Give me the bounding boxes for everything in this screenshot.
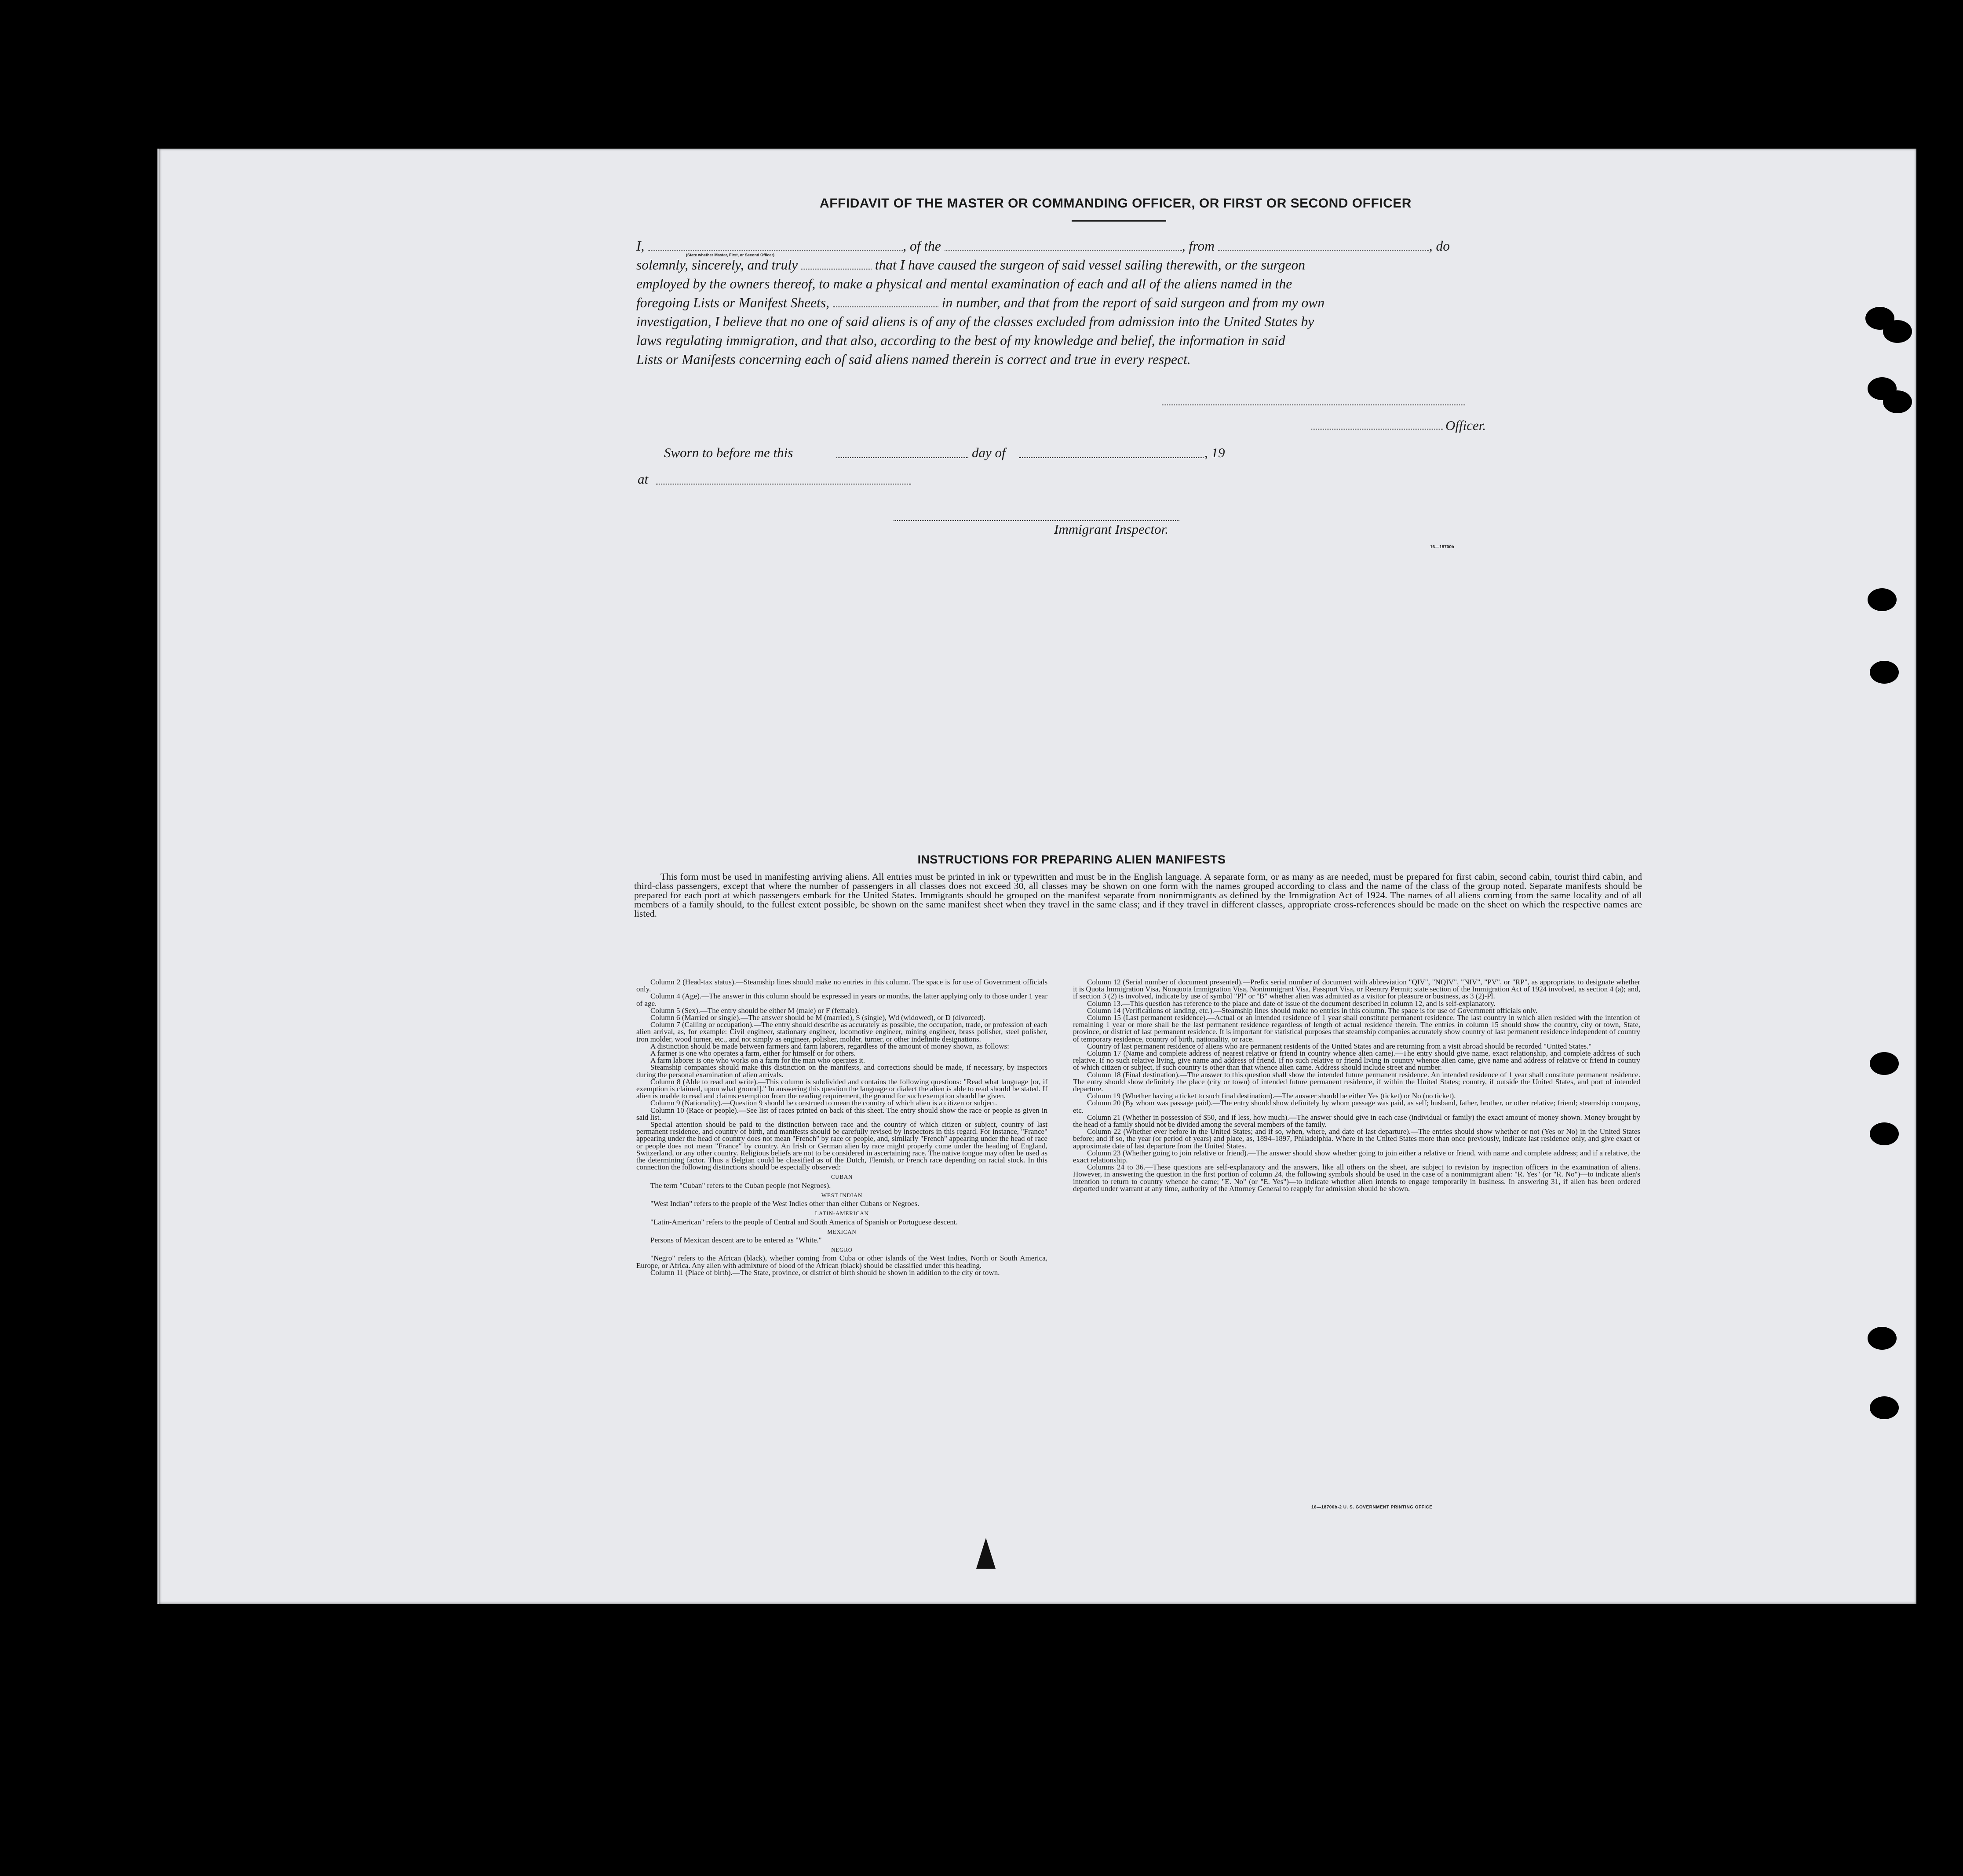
punch-hole <box>1868 1327 1897 1350</box>
punch-hole <box>1870 1396 1899 1419</box>
sworn-label: Sworn to before me this <box>664 445 793 460</box>
title-rule <box>1072 220 1166 222</box>
right-para: Column 19 (Whether having a ticket to such final destination).—The answer should be either Yes (ticket) or No (no ticket). <box>1087 1092 1456 1100</box>
left-para: The term "Cuban" refers to the Cuban people (not Negroes). <box>650 1181 831 1190</box>
right-para: Column 15 (Last permanent residence).—Actual or an intended residence of 1 year shall constitute permanent residence. The last country in which alien resided with the intention of remaining 1 year or more shall be the last permanent residence regardless of length of actual residence therein. The entries in column 15 should show the country, city or town, State, province, or district of last permanent residence. It is important for statistical purposes that steamship companies accurately show country of last permanent residence independent of country of temporary residence, country of birth, nationality, or race. <box>1073 1013 1640 1043</box>
officer-label: Officer. <box>1445 418 1486 433</box>
punch-hole <box>1870 1052 1899 1075</box>
punch-hole <box>1883 320 1912 343</box>
aff-text-line4: in number, and that from the report of said surgeon and from my own <box>941 295 1325 310</box>
affidavit-line-1 <box>636 237 1648 255</box>
right-para: Country of last permanent residence of aliens who are permanent residents of the United States and are returning from a visit abroad should be recorded "United States." <box>1087 1042 1592 1050</box>
right-para: Column 22 (Whether ever before in the United States; and if so, when, where, and date of last departure).—The entries should show whether or not (Yes or No) in the United States before; and if so, the year (or period of years) and place, as, 1894–1897, Philadelphia. Where in the United States more than once previously, indicate last residence only, and give exact or approximate date of last departure from the United States. <box>1073 1127 1640 1150</box>
port-from-field[interactable] <box>1218 240 1429 251</box>
aff-text-line2: that I have caused the surgeon of said vessel sailing therewith, or the surgeon <box>875 257 1306 273</box>
form-number-bottom: 16—18700b-2 U. S. GOVERNMENT PRINTING OFFICE <box>1311 1505 1433 1510</box>
left-para: Column 7 (Calling or occupation).—The entry should describe as accurately as possible, the occupation, trade, or profession of each alien arrival, as, for example: Civil engineer, stationary engineer, locomotive engineer, mining engineer, brass polisher, steel polisher, iron molder, wood turner, etc., and not simply as engineer, polisher, molder, turner, or other indefinite designations. <box>636 1020 1047 1043</box>
aff-text-i: I, <box>636 238 645 254</box>
left-para: "West Indian" refers to the people of the West Indies other than either Cubans or Negroes. <box>650 1199 919 1208</box>
right-para: Column 14 (Verifications of landing, etc.).—Steamship lines should make no entries in this column. The space is for use of Government officials only. <box>1087 1006 1538 1015</box>
instructions-left-column <box>636 979 1047 1276</box>
right-para: Column 23 (Whether going to join relative or friend).—The answer should show whether going to join either a relative or friend, with name and complete address; and if a relative, the exact relationship. <box>1073 1148 1640 1165</box>
right-para: Column 17 (Name and complete address of nearest relative or friend in country whence alien came).—The entry should give name, exact relationship, and complete address of such relative. If no such relative living, give name and address of friend. If no such relative or friend living in country whence alien came, give name and address of relative or friend in country of which citizen or subject, if such country is other than that whence alien came. Address should include street and number. <box>1073 1049 1640 1072</box>
heading-negro: NEGRO <box>831 1246 853 1253</box>
aff-text-solemnly: solemnly, sincerely, and truly <box>636 257 798 273</box>
heading-west-indian: WEST INDIAN <box>821 1191 863 1198</box>
right-para: Column 21 (Whether in possession of $50, and if less, how much).—The answer should give in each case (individual or family) the exact amount of money shown. Money brought by the head of a family should not be divided among the several members of the family. <box>1073 1113 1640 1129</box>
left-para: "Negro" refers to the African (black), whether coming from Cuba or other islands of the West Indies, North or South America, Europe, or Africa. Any alien with admixture of blood of the African (black) should be classified under this heading. <box>636 1254 1047 1270</box>
affidavit-title: AFFIDAVIT OF THE MASTER OR COMMANDING OFFICER, OR FIRST OR SECOND OFFICER <box>820 196 1412 211</box>
affidavit-line-2 <box>636 255 1648 274</box>
affidavit-line-3: employed by the owners thereof, to make a physical and mental examination of each and all of the aliens named in the <box>636 276 1292 291</box>
aff-text-of: , of the <box>903 238 941 254</box>
left-para: Column 2 (Head-tax status).—Steamship lines should make no entries in this column. The space is for use of Government officials only. <box>636 978 1047 994</box>
at-label: at <box>638 471 649 487</box>
affidavit-line-6: laws regulating immigration, and that also, according to the best of my knowledge and belief, the information in said <box>636 333 1285 348</box>
right-para: Column 13.—This question has reference to the place and date of issue of the document described in column 12, and is self-explanatory. <box>1087 999 1496 1008</box>
rank-note: (State whether Master, First, or Second Officer) <box>686 253 775 257</box>
affidavit-line-5: investigation, I believe that no one of said aliens is of any of the classes excluded from admission into the United States by <box>636 314 1314 329</box>
day-of-label: day of <box>972 445 1006 460</box>
affidavit-body <box>636 237 1648 369</box>
officer-rank-field[interactable] <box>648 240 903 251</box>
inspector-signature-line[interactable] <box>894 519 1179 521</box>
left-para: A farmer is one who operates a farm, either for himself or for others. <box>650 1049 856 1058</box>
paper-tear <box>976 1538 996 1569</box>
oath-field[interactable] <box>801 259 872 270</box>
instructions-intro: This form must be used in manifesting arriving aliens. All entries must be printed in ink or typewritten and must be in the English language. A separate form, or as many as are needed, must be prepared for first cabin, second cabin, tourist third cabin, and third-class passengers, except that where the number of passengers in all classes does not exceed 30, all classes may be shown on one form with the names grouped according to class and the name of the class of the group noted. Separate manifests should be prepared for each port at which passengers embark for the United States. Immigrants should be grouped on the manifest separate from nonimmigrants as defined by the Immigration Act of 1924. The names of all aliens coming from the same locality and of all members of a family should, to the fullest extent possible, be shown on the same manifest sheet when they travel in the same class; and if they travel in different classes, appropriate cross-references should be made on the sheet on which the respective names are listed. <box>634 871 1642 919</box>
instructions-right-column <box>1073 979 1640 1192</box>
left-para: Persons of Mexican descent are to be entered as "White." <box>650 1235 822 1244</box>
aff-text-from: , from <box>1182 238 1215 254</box>
left-para: Column 4 (Age).—The answer in this column should be expressed in years or months, the latter applying only to those under 1 year of age. <box>636 992 1047 1008</box>
left-para: Column 5 (Sex).—The entry should be either M (male) or F (female). <box>650 1006 859 1015</box>
left-para: Column 9 (Nationality).—Question 9 should be construed to mean the country of which alien is a citizen or subject. <box>650 1099 997 1107</box>
punch-hole <box>1883 390 1912 413</box>
document-page <box>157 149 1916 1604</box>
vessel-name-field[interactable] <box>945 240 1182 251</box>
punch-hole <box>1868 588 1897 611</box>
sworn-month-field[interactable] <box>1019 456 1204 458</box>
punch-hole <box>1870 1122 1899 1145</box>
heading-latin-american: LATIN-AMERICAN <box>815 1210 869 1217</box>
left-para: Column 6 (Married or single).—The answer should be M (married), S (single), Wd (widowed), or D (divorced). <box>650 1013 986 1022</box>
aff-text-do: , do <box>1429 238 1450 254</box>
year-label: , 19 <box>1204 445 1225 460</box>
heading-cuban: CUBAN <box>831 1173 853 1180</box>
inspector-label: Immigrant Inspector. <box>1054 521 1169 537</box>
heading-mexican: MEXICAN <box>827 1228 857 1235</box>
left-para: Column 11 (Place of birth).—The State, province, or district of birth should be shown in addition to the city or town. <box>650 1268 1000 1277</box>
left-para: Steamship companies should make this distinction on the manifests, and corrections should be made, if necessary, by inspectors during the personal examination of alien arrivals. <box>636 1063 1047 1079</box>
left-para: Column 8 (Able to read and write).—This column is subdivided and contains the following questions: "Read what language [or, if exemption is claimed, upon what ground]." In answering this question the language or dialect the alien is able to read should be stated. If alien is unable to read and claims exemption from the reading requirement, the ground for such exemption should be given. <box>636 1077 1047 1100</box>
affidavit-line-4 <box>636 293 1648 312</box>
form-number-top: 16—18700b <box>1430 545 1455 550</box>
officer-line[interactable] <box>1311 428 1443 430</box>
affidavit-line-7: Lists or Manifests concerning each of said aliens named therein is correct and true in every respect. <box>636 352 1191 367</box>
sworn-place-field[interactable] <box>656 483 911 484</box>
signature-line[interactable] <box>1162 404 1465 405</box>
right-para: Column 20 (By whom was passage paid).—The entry should show definitely by whom passage was paid, as self; husband, father, brother, or other relative; friend; steamship company, etc. <box>1073 1099 1640 1115</box>
aff-text-foregoing: foregoing Lists or Manifest Sheets, <box>636 295 829 310</box>
left-para: "Latin-American" refers to the people of Central and South America of Spanish or Portuguese descent. <box>650 1217 958 1226</box>
punch-hole <box>1870 661 1899 684</box>
sheet-count-field[interactable] <box>833 297 938 307</box>
left-para: Column 10 (Race or people).—See list of races printed on back of this sheet. The entry should show the race or people as given in said list. <box>636 1106 1047 1122</box>
left-para: Special attention should be paid to the distinction between race and the country of which citizen or subject, country of last permanent residence, and country of birth, and manifests should be carefully revised by inspectors in this regard. For instance, "France" appearing under the head of country does not mean "French" by race or people, and, similarly "French" appearing under the head of race or people does not mean "France" by country. An Irish or German alien by race might properly come under the heading of England, Switzerland, or any other country. Religious beliefs are not to be considered in ascertaining race. The native tongue may often be used as the determining factor. Thus a Belgian could be classified as of the Dutch, Flemish, or French race depending on racial stock. In this connection the following distinctions should be especially observed: <box>636 1120 1047 1172</box>
right-para: Column 12 (Serial number of document presented).—Prefix serial number of document with abbreviation "QIV", "NQIV", "NIV", "PV", or "RP", as appropriate, to designate whether it is Quota Immigration Visa, Nonquota Immigration Visa, Nonimmigrant Visa, Passport Visa, or Reentry Permit; state section of the Immigration Act of 1924 involved, as section 4 (a); and, if section 3 (2) is involved, indicate by use of symbol "Pl" or "B" whether alien was admitted as a visitor for pleasure or business, as 3 (2)-Pl. <box>1073 978 1640 1001</box>
sworn-day-field[interactable] <box>836 456 968 458</box>
left-para: A distinction should be made between farmers and farm laborers, regardless of the amount of money shown, as follows: <box>650 1042 1009 1050</box>
right-para: Columns 24 to 36.—These questions are self-explanatory and the answers, like all others on the sheet, are subject to revision by inspection officers in the examination of aliens. However, in answering the question in the first portion of column 24, the following symbols should be used in the case of a nonimmigrant alien: "R. Yes" (or "R. No")—to indicate alien's intention to return to country whence he came; "E. No" (or "E. Yes")—to indicate whether alien intends to engage temporarily in business. In answering 31, if alien has been ordered deported under warrant at any time, authority of the Attorney General to reapply for admission should be shown. <box>1073 1163 1640 1193</box>
right-para: Column 18 (Final destination).—The answer to this question shall show the intended future permanent residence. An intended residence of 1 year shall constitute permanent residence. The entry should show definitely the place (city or town) of intended future permanent residence, if within the United States; country, if outside the United States, and port of intended departure. <box>1073 1070 1640 1093</box>
left-para: A farm laborer is one who works on a farm for the man who operates it. <box>650 1056 865 1065</box>
instructions-title: INSTRUCTIONS FOR PREPARING ALIEN MANIFESTS <box>917 853 1226 866</box>
